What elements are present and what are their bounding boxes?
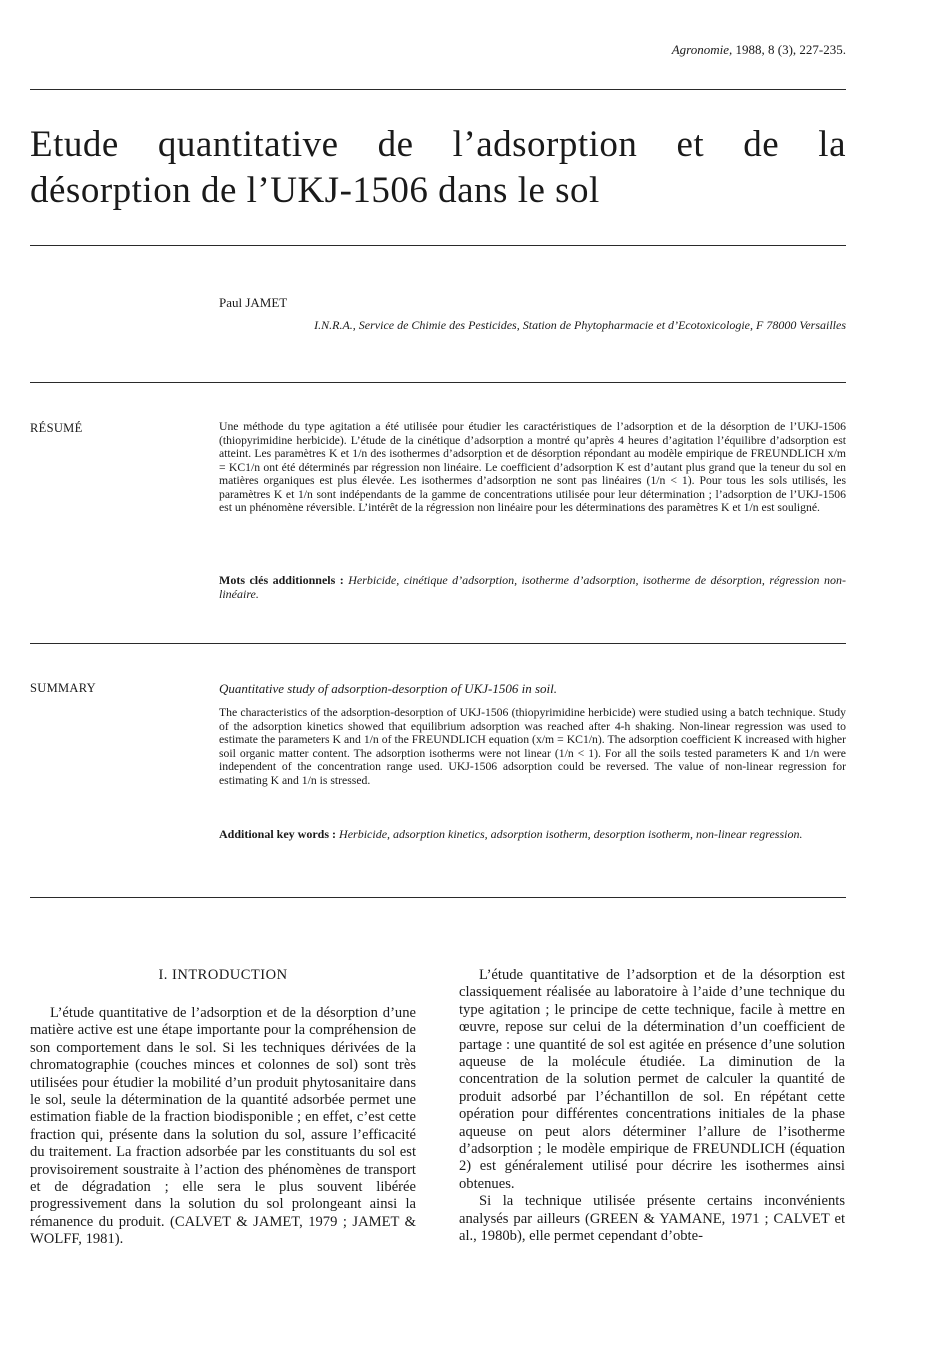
resume-label: RÉSUMÉ bbox=[30, 421, 83, 435]
intro-paragraph-3: Si la technique utilisée présente certains inconvénients analysés par ailleurs (GREEN & YAMANE, 1971 ; CALVET et al., 1980b), elle permet cependant d’obte- bbox=[459, 1193, 845, 1245]
rule-after-title bbox=[30, 245, 846, 246]
summary-title: Quantitative study of adsorption-desorption of UKJ-1506 in soil. bbox=[219, 681, 557, 696]
summary-text: The characteristics of the adsorption-desorption of UKJ-1506 (thiopyrimidine herbicide) were studied using a batch technique. Study of the adsorption kinetics showed that equilibrium adsorption was reached after 4-h shaking. Non-linear regression was used to estimate the parameters K and 1/n of the FREUNDLICH equation (x/m = KC1/n). The adsorption coefficient K increased with higher soil organic matter content. The adsorption isotherms were not linear (1/n < 1). For all the soils tested parameters K and 1/n were independent of the concentration range used. UKJ-1506 adsorption could be reversed. The value of non-linear regression for estimating K and 1/n is stressed. bbox=[219, 706, 846, 787]
journal-citation bbox=[672, 42, 846, 58]
title-line-1: Etude quantitative de l’adsorption et de la bbox=[30, 124, 846, 165]
resume-keywords-text: Herbicide, cinétique d’adsorption, isotherme d’adsorption, isotherme de désorption, régression non-linéaire. bbox=[219, 573, 847, 601]
rule-top bbox=[30, 89, 846, 90]
summary-keywords-label: Additional key words : bbox=[219, 827, 337, 841]
section-heading-introduction: I. INTRODUCTION bbox=[158, 967, 288, 983]
body-column-left bbox=[30, 1005, 416, 1249]
rule-before-body bbox=[30, 897, 846, 898]
body-column-right bbox=[459, 967, 845, 1246]
resume-text: Une méthode du type agitation a été utilisée pour étudier les caractéristiques de l’adsorption et de la désorption de l’UKJ-1506 (thiopyrimidine herbicide). L’étude de la cinétique d’adsorption a montré qu’après 4 heures d’agitation l’équilibre d’adsorption est atteint. Les paramètres K et 1/n des isothermes d’adsorption et de désorption répondant au modèle empirique de FREUNDLICH x/m = KC1/n ont été déterminés par régression non linéaire. Le coefficient d’adsorption K est d’autant plus grand que la teneur du sol en matières organiques est plus élevée. Les isothermes d’adsorption ne sont pas linéaires (1/n < 1). Pour tous les sols utilisés, les paramètres K et 1/n sont indépendants de la gamme de concentrations utilisée pour leur détermination ; l’adsorption de l’UKJ-1506 est un phénomène réversible. L’intérêt de la régression non linéaire pour les déterminations des paramètres K et 1/n est souligné. bbox=[219, 420, 846, 514]
article-title bbox=[30, 122, 846, 214]
summary-label: SUMMARY bbox=[30, 681, 97, 695]
summary-keywords-text: Herbicide, adsorption kinetics, adsorption isotherm, desorption isotherm, non-linear regression. bbox=[339, 827, 803, 841]
title-line-2: désorption de l’UKJ-1506 dans le sol bbox=[30, 170, 600, 211]
intro-paragraph-2: L’étude quantitative de l’adsorption et de la désorption est classiquement réalisée au laboratoire à l’aide d’une technique du type agitation ; le principe de cette technique, facile à mettre en œuvre, repose sur celui de la détermination d’un coefficient de partage : une quantité de sol est agitée en présence d’une solution aqueuse de la molécule étudiée. La diminution de la concentration de la solution permet de calculer la quantité de produit adsorbé par l’échantillon de sol. En répétant cette opération pour différentes concentrations initiales de la phase aqueuse on peut alors déterminer l’allure de l’isotherme d’adsorption ; le modèle empirique de FREUNDLICH (équation 2) est généralement utilisé pour décrire les isothermes ainsi obtenues. bbox=[459, 967, 845, 1192]
author-name: Paul JAMET bbox=[219, 295, 288, 310]
volume-pages: 1988, 8 (3), 227-235. bbox=[735, 42, 846, 57]
author-affiliation: I.N.R.A., Service de Chimie des Pesticides, Station de Phytopharmacie et d’Ecotoxicologie, F 78000 Versailles bbox=[314, 318, 846, 332]
summary-keywords bbox=[219, 827, 846, 841]
intro-paragraph-1: L’étude quantitative de l’adsorption et de la désorption d’une matière active est une étape importante pour la compréhension de son comportement dans le sol. Si les techniques dérivées de la chromatographie (couches minces et colonnes de sol) sont très utilisées pour étudier la mobilité d’un produit phytosanitaire dans le sol, seule la détermination de la quantité adsorbée permet une estimation fiable de la fraction biodisponible ; en effet, c’est cette fraction qui, présente dans la solution du sol, assure l’efficacité du traitement. La fraction adsorbée par les constituants du sol est provisoirement soustraite à l’action des phénomènes de transport et de dégradation ; elle sera le plus souvent libérée progressivement dans la solution du sol prolongeant ainsi la rémanence du produit. (CALVET & JAMET, 1979 ; JAMET & WOLFF, 1981). bbox=[30, 1005, 416, 1248]
resume-keywords bbox=[219, 573, 846, 601]
rule-before-resume bbox=[30, 382, 846, 383]
resume-keywords-label: Mots clés additionnels : bbox=[219, 573, 344, 587]
rule-before-summary bbox=[30, 643, 846, 644]
journal-name: Agronomie, bbox=[671, 42, 733, 57]
